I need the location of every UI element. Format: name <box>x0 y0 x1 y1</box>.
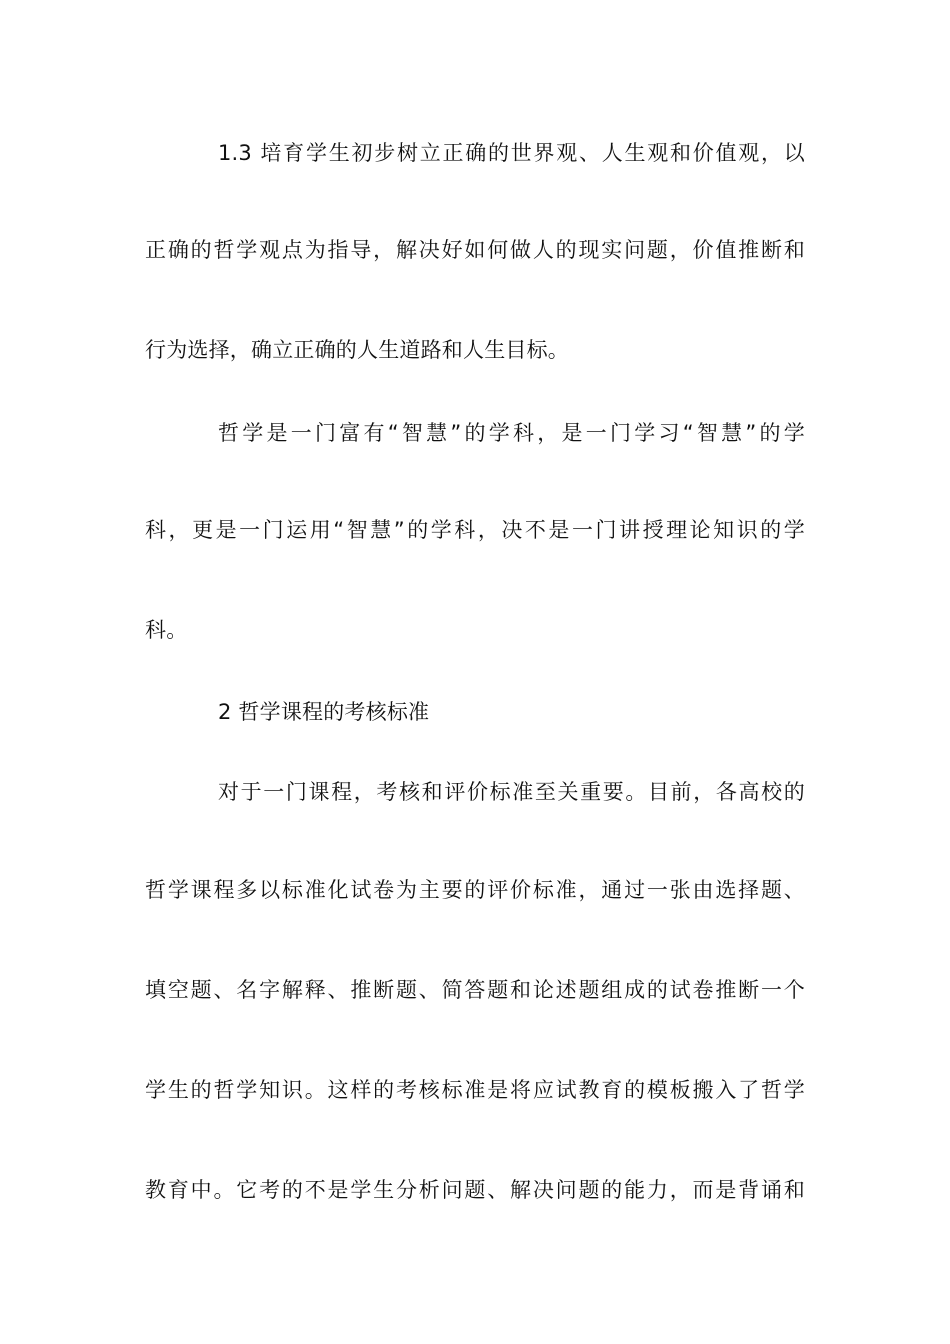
paragraph-3-line-1: 对于一门课程，考核和评价标准至关重要。目前，各高校的 <box>218 780 805 804</box>
paragraph-3-line-3: 填空题、名字解释、推断题、简答题和论述题组成的试卷推断一个 <box>145 978 805 1002</box>
paragraph-1-line-2: 正确的哲学观点为指导，解决好如何做人的现实问题，价值推断和 <box>145 238 805 262</box>
paragraph-1-line-3: 行为选择，确立正确的人生道路和人生目标。 <box>145 338 569 362</box>
paragraph-1-line-1: 1.3 培育学生初步树立正确的世界观、人生观和价值观，以 <box>218 141 805 165</box>
paragraph-2-line-1: 哲学是一门富有“智慧”的学科，是一门学习“智慧”的学 <box>218 421 805 445</box>
paragraph-3-line-4: 学生的哲学知识。这样的考核标准是将应试教育的模板搬入了哲学 <box>145 1078 805 1102</box>
paragraph-2-line-2: 科，更是一门运用“智慧”的学科，决不是一门讲授理论知识的学 <box>145 518 805 542</box>
paragraph-2-line-3: 科。 <box>145 618 188 642</box>
section-heading: 2 哲学课程的考核标准 <box>218 700 430 724</box>
paragraph-3-line-2: 哲学课程多以标准化试卷为主要的评价标准，通过一张由选择题、 <box>145 878 805 902</box>
paragraph-3-line-5: 教育中。它考的不是学生分析问题、解决问题的能力，而是背诵和 <box>145 1178 805 1202</box>
